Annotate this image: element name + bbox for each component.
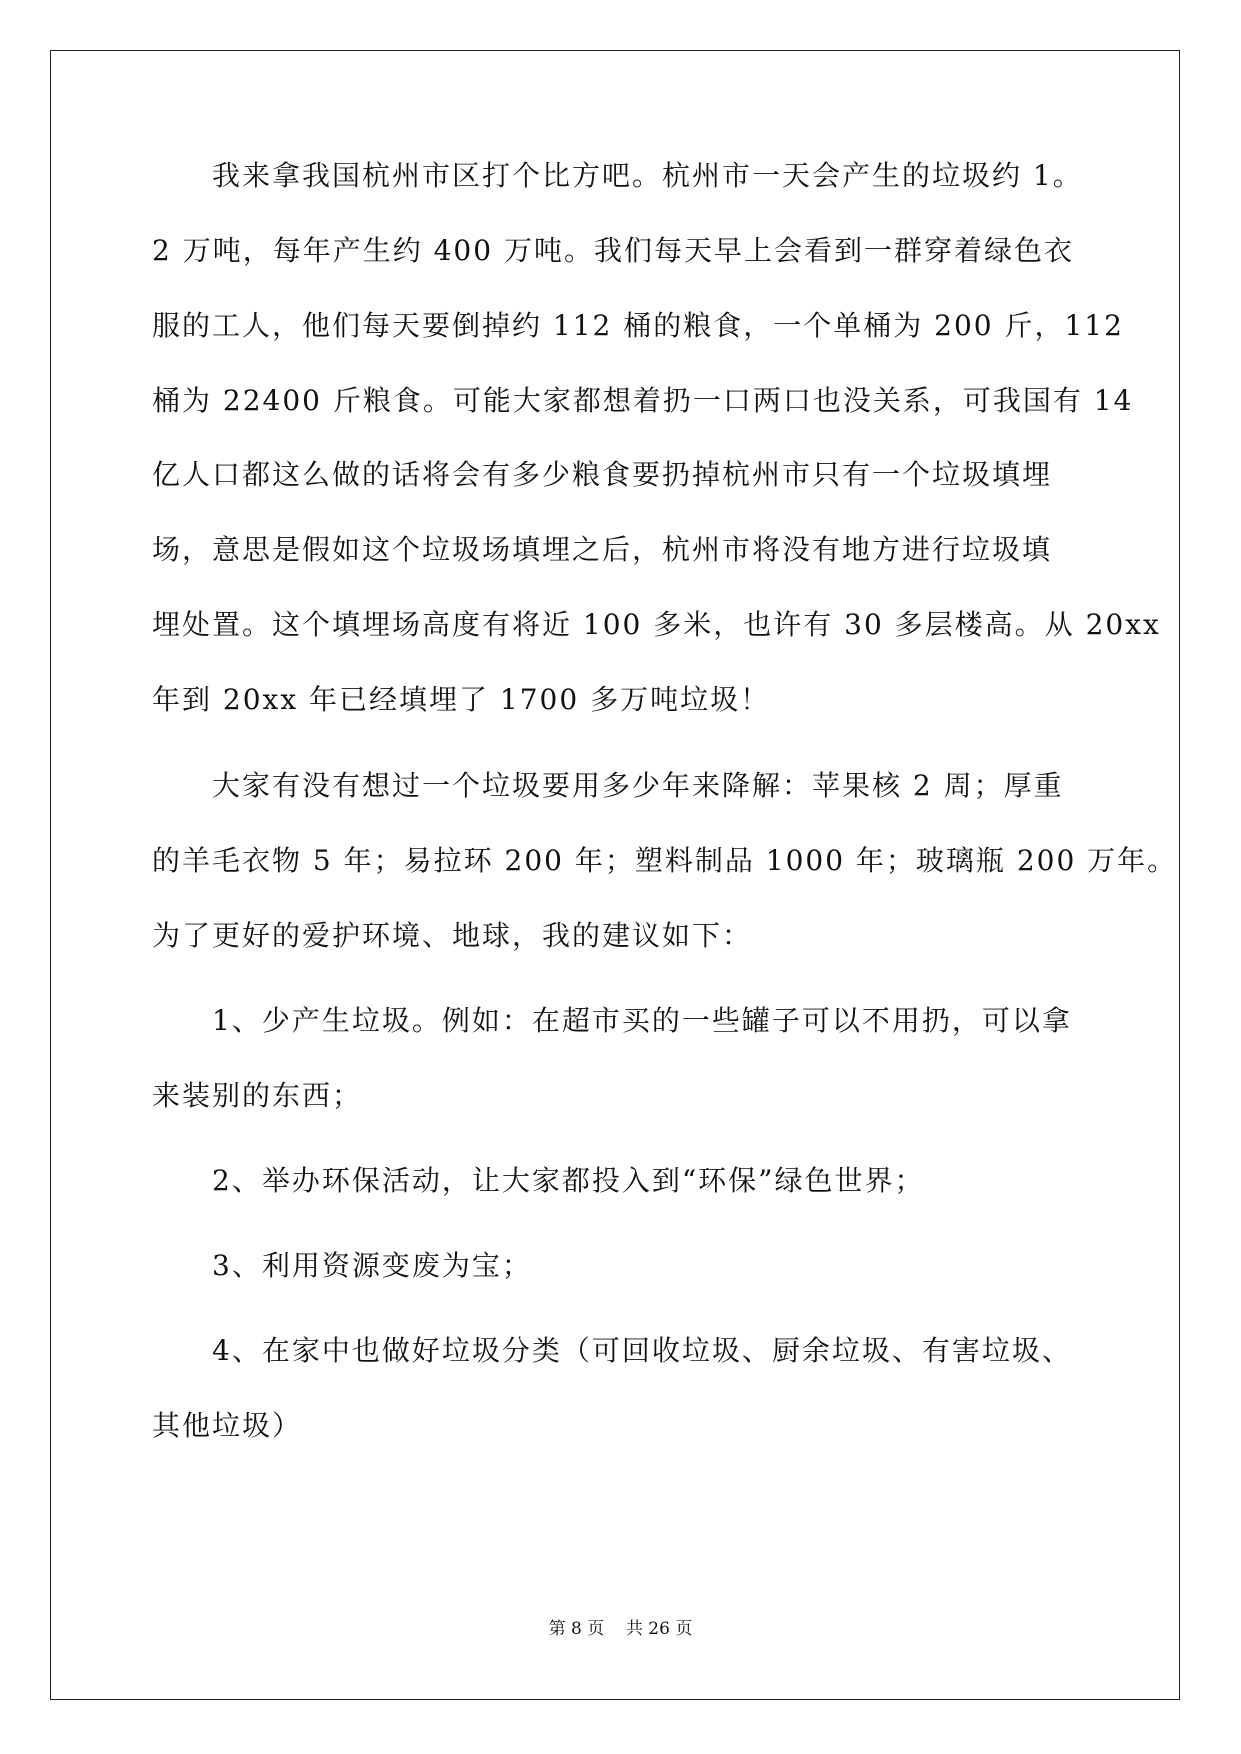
paragraph-line: 年到 20xx 年已经填埋了 1700 多万吨垃圾！ (152, 683, 771, 716)
page-total: 共 26 页 (625, 1619, 693, 1639)
footer-spacer (604, 1619, 626, 1639)
paragraph-line: 2 万吨，每年产生约 400 万吨。我们每天早上会看到一群穿着绿色衣 (152, 234, 1074, 267)
list-item-line: 1、少产生垃圾。例如：在超市买的一些罐子可以不用扔，可以拿 (212, 1004, 1072, 1037)
paragraph-line: 桶为 22400 斤粮食。可能大家都想着扔一口两口也没关系，可我国有 14 (152, 384, 1134, 417)
list-item-line: 2、举办环保活动，让大家都投入到“环保”绿色世界； (212, 1164, 925, 1197)
list-item-line: 来装别的东西； (152, 1079, 363, 1112)
paragraph-line: 的羊毛衣物 5 年；易拉环 200 年；塑料制品 1000 年；玻璃瓶 200 万年。 (152, 844, 1178, 877)
paragraph-line: 为了更好的爱护环境、地球，我的建议如下： (152, 919, 753, 952)
list-item-line: 3、利用资源变废为宝； (212, 1249, 532, 1282)
paragraph-line: 亿人口都这么做的话将会有多少粮食要扔掉杭州市只有一个垃圾填埋 (152, 458, 1053, 491)
list-item-line: 其他垃圾） (152, 1409, 303, 1442)
paragraph-line: 我来拿我国杭州市区打个比方吧。杭州市一天会产生的垃圾约 1。 (212, 159, 1083, 192)
page-footer (0, 1617, 1241, 1641)
paragraph-line: 埋处置。这个填埋场高度有将近 100 多米，也许有 30 多层楼高。从 20xx (152, 608, 1161, 641)
page-number: 第 8 页 (548, 1619, 605, 1639)
paragraph-line: 场，意思是假如这个垃圾场填埋之后，杭州市将没有地方进行垃圾填 (152, 533, 1053, 566)
paragraph-line: 服的工人，他们每天要倒掉约 112 桶的粮食，一个单桶为 200 斤，112 (152, 309, 1124, 342)
list-item-line: 4、在家中也做好垃圾分类（可回收垃圾、厨余垃圾、有害垃圾、 (212, 1334, 1072, 1367)
paragraph-line: 大家有没有想过一个垃圾要用多少年来降解：苹果核 2 周；厚重 (212, 769, 1064, 802)
